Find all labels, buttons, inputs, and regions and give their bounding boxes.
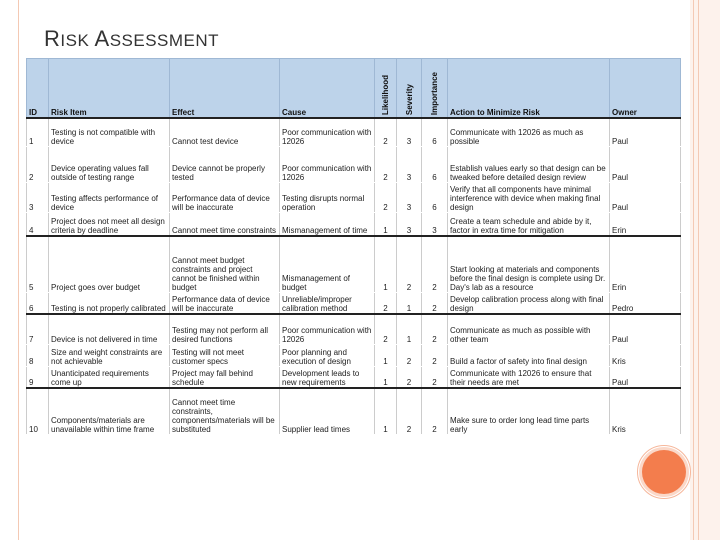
table-row <box>27 292 681 314</box>
left-frame-line <box>18 0 19 540</box>
cell-importance: 2 <box>422 314 448 344</box>
table-row <box>27 344 681 366</box>
cell-likelihood: 2 <box>375 182 397 212</box>
cell-importance: 2 <box>422 388 448 434</box>
cell-action: Create a team schedule and abide by it, factor in extra time for mitigation <box>448 212 610 236</box>
cell-item: Project goes over budget <box>49 236 170 292</box>
cell-cause: Supplier lead times <box>280 388 375 434</box>
table-header-row <box>27 59 681 119</box>
cell-likelihood: 2 <box>375 146 397 182</box>
cell-severity: 2 <box>397 236 422 292</box>
cell-likelihood: 2 <box>375 314 397 344</box>
cell-owner: Erin <box>610 236 681 292</box>
cell-owner: Kris <box>610 344 681 366</box>
slide-title: RISK ASSESSMENT <box>44 26 220 51</box>
cell-id: 2 <box>27 146 49 182</box>
cell-severity: 2 <box>397 344 422 366</box>
cell-effect: Cannot test device <box>170 118 280 146</box>
cell-item: Components/materials are unavailable within time frame <box>49 388 170 434</box>
header-likelihood: Likelihood <box>375 59 397 119</box>
cell-action: Communicate with 12026 to ensure that their needs are met <box>448 366 610 388</box>
cell-importance: 6 <box>422 118 448 146</box>
table-row <box>27 182 681 212</box>
cell-action: Make sure to order long lead time parts early <box>448 388 610 434</box>
cell-owner: Kris <box>610 388 681 434</box>
cell-action: Verify that all components have minimal interference with device when making final design <box>448 182 610 212</box>
cell-importance: 6 <box>422 182 448 212</box>
header-id: ID <box>27 59 49 119</box>
cell-cause: Mismanagement of budget <box>280 236 375 292</box>
cell-likelihood: 1 <box>375 344 397 366</box>
cell-owner: Paul <box>610 182 681 212</box>
cell-action: Start looking at materials and components before the final design is complete using Dr. Day's lab as a resource <box>448 236 610 292</box>
cell-id: 4 <box>27 212 49 236</box>
right-frame-line-inner <box>698 0 699 540</box>
cell-item: Size and weight constraints are not achievable <box>49 344 170 366</box>
cell-importance: 2 <box>422 236 448 292</box>
cell-id: 9 <box>27 366 49 388</box>
cell-effect: Performance data of device will be inaccurate <box>170 292 280 314</box>
cell-severity: 1 <box>397 292 422 314</box>
cell-id: 6 <box>27 292 49 314</box>
cell-owner: Pedro <box>610 292 681 314</box>
cell-likelihood: 2 <box>375 292 397 314</box>
cell-cause: Unreliable/improper calibration method <box>280 292 375 314</box>
cell-severity: 3 <box>397 212 422 236</box>
cell-importance: 3 <box>422 212 448 236</box>
cell-action: Communicate as much as possible with other team <box>448 314 610 344</box>
cell-importance: 2 <box>422 292 448 314</box>
cell-likelihood: 2 <box>375 118 397 146</box>
cell-item: Testing is not compatible with device <box>49 118 170 146</box>
cell-action: Establish values early so that design can be tweaked before detailed design review <box>448 146 610 182</box>
table-row <box>27 146 681 182</box>
cell-likelihood: 1 <box>375 366 397 388</box>
table-row <box>27 236 681 292</box>
cell-severity: 3 <box>397 146 422 182</box>
header-owner: Owner <box>610 59 681 119</box>
cell-owner: Paul <box>610 314 681 344</box>
cell-item: Testing is not properly calibrated <box>49 292 170 314</box>
cell-id: 10 <box>27 388 49 434</box>
cell-effect: Cannot meet budget constraints and project cannot be finished within budget <box>170 236 280 292</box>
header-action: Action to Minimize Risk <box>448 59 610 119</box>
cell-item: Testing affects performance of device <box>49 182 170 212</box>
cell-effect: Performance data of device will be inaccurate <box>170 182 280 212</box>
cell-id: 1 <box>27 118 49 146</box>
cell-severity: 3 <box>397 182 422 212</box>
table-row <box>27 212 681 236</box>
table-row <box>27 366 681 388</box>
cell-action: Develop calibration process along with final design <box>448 292 610 314</box>
cell-action: Communicate with 12026 as much as possible <box>448 118 610 146</box>
header-severity: Severity <box>397 59 422 119</box>
table-body <box>27 118 681 434</box>
cell-action: Build a factor of safety into final design <box>448 344 610 366</box>
header-effect: Effect <box>170 59 280 119</box>
cell-cause: Poor communication with 12026 <box>280 314 375 344</box>
cell-likelihood: 1 <box>375 388 397 434</box>
cell-effect: Testing will not meet customer specs <box>170 344 280 366</box>
risk-table-container <box>26 58 680 435</box>
cell-likelihood: 1 <box>375 212 397 236</box>
cell-importance: 6 <box>422 146 448 182</box>
cell-cause: Development leads to new requirements <box>280 366 375 388</box>
cell-effect: Project may fall behind schedule <box>170 366 280 388</box>
header-importance: Importance <box>422 59 448 119</box>
right-frame-band <box>690 0 720 540</box>
cell-effect: Cannot meet time constraints, components/materials will be substituted <box>170 388 280 434</box>
cell-cause: Poor planning and execution of design <box>280 344 375 366</box>
cell-item: Device is not delivered in time <box>49 314 170 344</box>
decorative-orange-circle <box>642 450 686 494</box>
cell-severity: 3 <box>397 118 422 146</box>
cell-cause: Poor communication with 12026 <box>280 118 375 146</box>
cell-importance: 2 <box>422 344 448 366</box>
right-frame-line <box>693 0 694 540</box>
cell-severity: 2 <box>397 366 422 388</box>
header-risk-item: Risk Item <box>49 59 170 119</box>
cell-item: Device operating values fall outside of testing range <box>49 146 170 182</box>
cell-severity: 2 <box>397 388 422 434</box>
cell-cause: Mismanagement of time <box>280 212 375 236</box>
cell-cause: Poor communication with 12026 <box>280 146 375 182</box>
cell-owner: Paul <box>610 366 681 388</box>
cell-likelihood: 1 <box>375 236 397 292</box>
cell-id: 3 <box>27 182 49 212</box>
cell-effect: Device cannot be properly tested <box>170 146 280 182</box>
table-row <box>27 118 681 146</box>
cell-owner: Paul <box>610 146 681 182</box>
table-row <box>27 388 681 434</box>
cell-cause: Testing disrupts normal operation <box>280 182 375 212</box>
cell-owner: Paul <box>610 118 681 146</box>
cell-owner: Erin <box>610 212 681 236</box>
cell-item: Unanticipated requirements come up <box>49 366 170 388</box>
risk-assessment-table <box>26 58 681 435</box>
cell-id: 8 <box>27 344 49 366</box>
cell-id: 5 <box>27 236 49 292</box>
cell-severity: 1 <box>397 314 422 344</box>
cell-importance: 2 <box>422 366 448 388</box>
cell-effect: Testing may not perform all desired functions <box>170 314 280 344</box>
cell-item: Project does not meet all design criteria by deadline <box>49 212 170 236</box>
cell-effect: Cannot meet time constraints <box>170 212 280 236</box>
header-cause: Cause <box>280 59 375 119</box>
table-row <box>27 314 681 344</box>
cell-id: 7 <box>27 314 49 344</box>
